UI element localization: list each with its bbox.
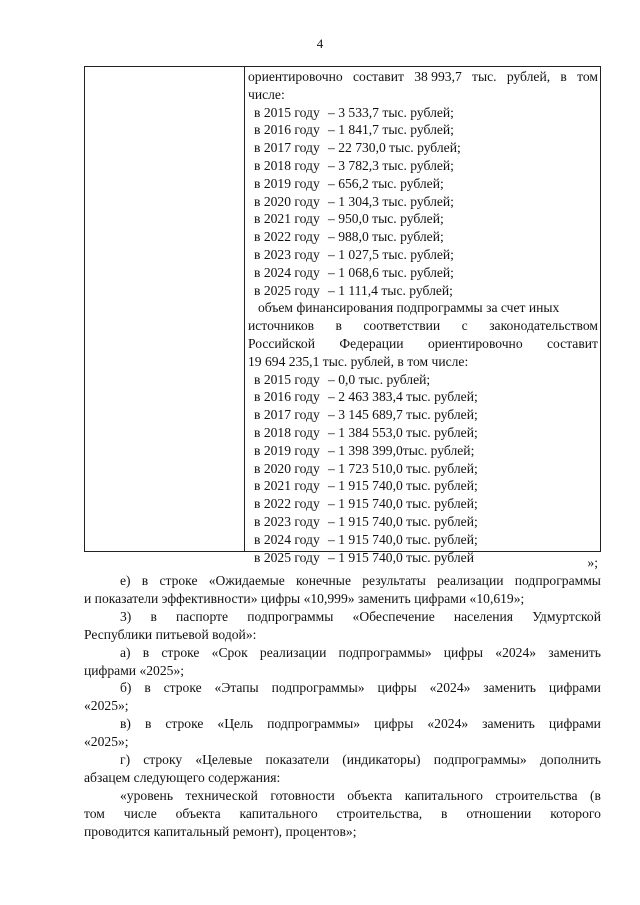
year-row [248,121,598,139]
word: в [144,716,152,732]
year-rows-1 [248,104,598,300]
word: строительства [495,787,578,803]
word: г) [120,752,131,768]
word: цифрами [548,680,601,696]
word: строке [159,573,198,588]
word: заменить [482,716,535,732]
word: (индикаторы) [342,752,421,768]
year-amount: – 0,0 тыс. рублей; [328,371,431,387]
year-amount: – 3 145 689,7 тыс. рублей; [328,407,478,423]
year-amount: – 1 841,7 тыс. рублей; [328,122,454,138]
word: ориентировочно [248,69,343,84]
word: составит [547,335,598,351]
word: показатели [265,752,330,768]
year-row [248,495,598,513]
word: «2024» [429,680,471,696]
word: законодательством [489,318,598,334]
word: том [577,69,598,84]
word: в [335,318,342,334]
word: подпрограммы» [433,752,527,768]
year-rows-2 [248,371,598,567]
year-label: в 2024 году [254,531,320,547]
word: числе [123,805,157,821]
paragraph-first-line [84,679,601,697]
word: в [441,805,448,821]
word: соответствии [363,318,441,334]
word: цифры [377,680,417,696]
year-amount: – 1 398 399,0тыс. рублей; [328,442,475,458]
word: Удмуртской [532,608,601,624]
word: ориентировочно [427,335,523,351]
word: составит [352,69,404,84]
word: а) [120,644,131,660]
word: заменить [548,644,601,660]
word: отношении [466,805,532,821]
word: е) [120,573,131,588]
year-amount: – 3 782,3 тыс. рублей; [328,157,454,173]
word: объекта [175,805,221,821]
para2-line4: 19 694 235,1 тыс. рублей, в том числе: [248,353,469,369]
word: строке [163,680,202,696]
year-row [248,246,598,264]
year-row [248,477,598,495]
paragraph-continuation: «2025»; [84,698,129,714]
word: подпрограммы» [271,680,365,696]
word: населения [453,608,514,624]
year-row [248,460,598,478]
paragraph-continuation: «2025»; [84,734,129,750]
paragraph [84,679,601,715]
year-amount: – 1 915 740,0 тыс. рублей [328,549,474,565]
year-amount: – 1 915 740,0 тыс. рублей; [328,513,478,529]
word: подпрограммы» [267,716,361,732]
word: капитального [404,787,483,803]
word: «Обеспечение [352,608,435,624]
word: Российской [248,335,315,351]
year-label: в 2018 году [254,424,320,440]
year-label: в 2023 году [254,246,320,262]
intro-line [248,68,598,86]
word: в [141,573,149,588]
word: (в [590,787,601,803]
year-row [248,210,598,228]
year-label: в 2022 году [254,496,320,512]
paragraph-first-line [84,608,601,626]
table-column-divider [244,67,245,551]
year-row [248,549,598,567]
year-row [248,157,598,175]
close-quote: »; [587,555,598,570]
word: строке [165,716,204,732]
year-label: в 2015 году [254,104,320,120]
word: «Этапы [214,680,259,696]
word: реализации [259,644,327,660]
year-label: в 2018 году [254,157,320,173]
word: в [144,680,151,696]
year-label: в 2023 году [254,513,320,529]
year-label: в 2025 году [254,282,320,298]
year-row [248,193,598,211]
year-label: в 2024 году [254,264,320,280]
word: Федерации [339,335,404,351]
year-row [248,282,598,300]
year-amount: – 1 027,5 тыс. рублей; [328,246,454,262]
year-amount: – 1 384 553,0 тыс. рублей; [328,424,478,440]
year-amount: – 988,0 тыс. рублей; [328,229,444,245]
paragraph-first-line [84,572,601,590]
word: капитального [239,805,318,821]
word: в [150,608,157,624]
year-row [248,406,598,424]
word: цифры [374,716,414,732]
year-label: в 2019 году [254,442,320,458]
intro-line-2: числе: [248,86,285,102]
year-amount: – 1 915 740,0 тыс. рублей; [328,478,478,494]
paragraph-continuation: Республики питьевой водой»: [84,626,257,642]
word: строительства, [336,805,423,821]
amendment-text [84,572,601,841]
year-label: в 2021 году [254,478,320,494]
year-row [248,442,598,460]
year-row [248,424,598,442]
paragraph [84,644,601,680]
word: дополнить [539,752,601,768]
word: 3) [120,608,132,624]
year-amount: – 22 730,0 тыс. рублей; [328,140,461,156]
word: в [142,644,150,660]
word: технической [185,787,258,803]
paragraph-continuation: и показатели эффективности» цифры «10,999» заменить цифрами «10,619»; [84,590,525,606]
table-cell-financing [248,68,598,566]
word: результаты [362,573,426,588]
word: реализации [437,573,504,588]
year-amount: – 2 463 383,4 тыс. рублей; [328,389,478,405]
word: «Целевые [195,752,253,768]
year-label: в 2016 году [254,389,320,405]
word: строку [143,752,183,768]
paragraph-continuation: проводится капитальный ремонт), процентов»; [84,823,357,839]
year-label: в 2021 году [254,211,320,227]
word: с [461,318,468,334]
word: том [84,805,105,821]
word: которого [550,805,601,821]
year-label: в 2022 году [254,229,320,245]
paragraph-first-line [84,644,601,662]
year-row [248,104,598,122]
year-amount: – 950,0 тыс. рублей; [328,211,444,227]
word: в [560,69,567,84]
year-label: в 2017 году [254,140,320,156]
year-label: в 2020 году [254,460,320,476]
word: «уровень [120,787,174,803]
word: строке [161,644,200,660]
word: «2024» [495,644,537,660]
word: рублей, [506,69,551,84]
word: 38 993,7 [414,69,462,84]
word: паспорте [176,608,229,624]
word: объекта [347,787,393,803]
word: готовности [270,787,335,803]
paragraph [84,787,601,841]
word: «2024» [427,716,469,732]
para2-line2 [248,317,598,335]
year-amount: – 1 915 740,0 тыс. рублей; [328,531,478,547]
paragraph-first-line [84,751,601,769]
word: заменить [483,680,537,696]
paragraph [84,608,601,644]
paragraph [84,751,601,787]
word: б) [120,680,132,696]
paragraph-first-line [84,787,601,805]
year-amount: – 3 533,7 тыс. рублей; [328,104,454,120]
year-row [248,228,598,246]
year-label: в 2019 году [254,175,320,191]
word: конечные [296,573,351,588]
year-row [248,139,598,157]
word: в) [120,716,131,732]
year-amount: – 1 723 510,0 тыс. рублей; [328,460,478,476]
year-amount: – 1 304,3 тыс. рублей; [328,193,454,209]
year-label: в 2025 году [254,549,320,565]
word: «Ожидаемые [208,573,285,588]
word: цифрами [548,716,601,732]
word: подпрограммы [514,573,601,588]
year-amount: – 1 915 740,0 тыс. рублей; [328,496,478,512]
year-row [248,531,598,549]
paragraph [84,715,601,751]
year-amount: – 656,2 тыс. рублей; [328,175,444,191]
year-amount: – 1 068,6 тыс. рублей; [328,264,454,280]
para2-line3 [248,335,598,353]
word: цифры [443,644,484,660]
year-label: в 2016 году [254,122,320,138]
year-amount: – 1 111,4 тыс. рублей; [328,282,453,298]
word: подпрограммы» [338,644,432,660]
year-row [248,388,598,406]
year-row [248,175,598,193]
word: «Срок [211,644,248,660]
word: тыс. [472,69,497,84]
year-label: в 2015 году [254,371,320,387]
para2-line1: объем финансирования подпрограммы за счет иных [258,300,560,316]
paragraph-continuation: абзацем следующего содержания: [84,769,281,785]
year-label: в 2020 году [254,193,320,209]
paragraph-first-line [84,715,601,733]
year-row [248,371,598,389]
word: источников [248,318,315,334]
paragraph-continuation: цифрами «2025»; [84,662,185,678]
year-label: в 2017 году [254,407,320,423]
paragraph [84,572,601,608]
year-row [248,513,598,531]
page-number: 4 [316,36,324,51]
year-row [248,264,598,282]
paragraph-middle-line [84,805,601,823]
word: подпрограммы [247,608,334,624]
word: «Цель [217,716,254,732]
